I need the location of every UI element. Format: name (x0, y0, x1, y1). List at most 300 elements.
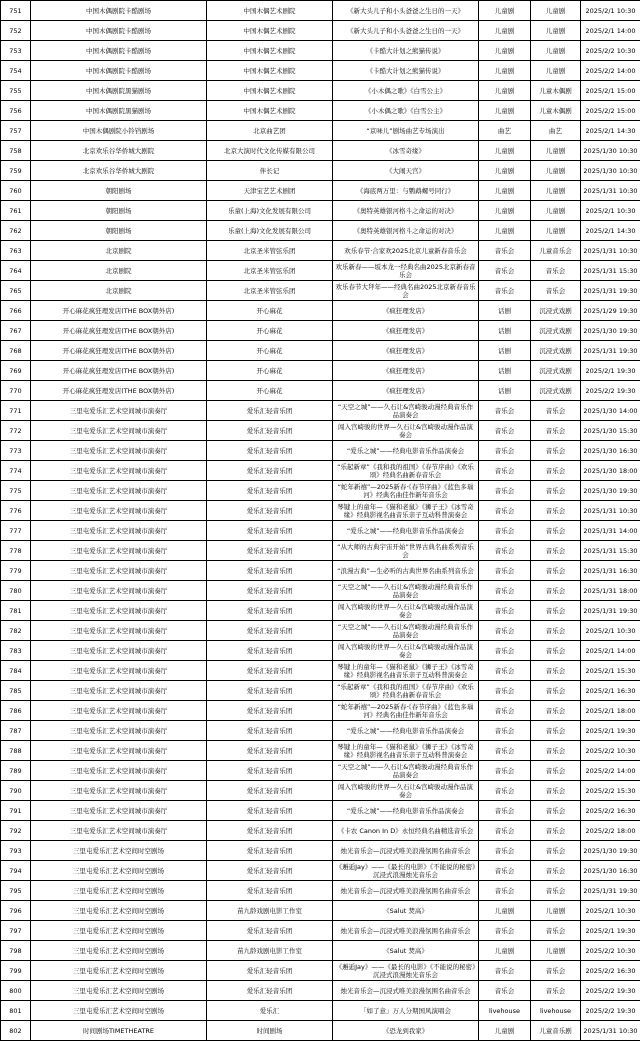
venue-cell: 三里屯爱乐汇艺术空间城市演奏厅 (31, 401, 207, 421)
row-number: 801 (1, 1001, 31, 1021)
table-row (1, 641, 640, 661)
venue-cell: 中国木偶剧院卡酷剧场 (31, 41, 207, 61)
venue-cell: 三里屯爱乐汇艺术空间城市演奏厅 (31, 641, 207, 661)
genre-cell: 儿童剧 (479, 221, 531, 241)
datetime-cell: 2025/1/31 10:30 (581, 1021, 640, 1041)
troupe-cell: 苗九龄戏剧电影工作室 (207, 901, 333, 921)
troupe-cell: 爱乐汇轻音乐团 (207, 501, 333, 521)
venue-cell: 三里屯爱乐汇艺术空间时空剧场 (31, 901, 207, 921)
genre-cell: 话剧 (479, 321, 531, 341)
subgenre-cell: 沉浸式戏剧 (531, 381, 581, 401)
subgenre-cell: 音乐会 (531, 781, 581, 801)
row-number: 793 (1, 841, 31, 861)
datetime-cell: 2025/2/2 19:30 (581, 981, 640, 1001)
row-number: 758 (1, 141, 31, 161)
venue-cell: 北京剧院 (31, 241, 207, 261)
venue-cell: 开心麻花疯狂理发店(THE BOX朝外店) (31, 381, 207, 401)
datetime-cell: 2025/2/2 14:00 (581, 61, 640, 81)
program-cell: 闯入宫崎骏的世界—久石让&宫崎骏动漫作品演奏会 (333, 641, 479, 661)
datetime-cell: 2025/1/31 19:30 (581, 881, 640, 901)
program-cell: “爱乐之城”——经典电影音乐作品演奏会 (333, 441, 479, 461)
subgenre-cell: 儿童剧 (531, 941, 581, 961)
row-number: 760 (1, 181, 31, 201)
table-row (1, 221, 640, 241)
datetime-cell: 2025/2/1 19:30 (581, 721, 640, 741)
venue-cell: 三里屯爱乐汇艺术空间城市演奏厅 (31, 441, 207, 461)
genre-cell: 音乐会 (479, 481, 531, 501)
program-cell: 《小木偶之歌》《白雪公主》 (333, 101, 479, 121)
program-cell: 《新大头儿子和小头爸爸之生日的一天》 (333, 21, 479, 41)
subgenre-cell: 音乐会 (531, 741, 581, 761)
subgenre-cell: 儿童音乐会 (531, 241, 581, 261)
row-number: 794 (1, 861, 31, 881)
table-row (1, 301, 640, 321)
datetime-cell: 2025/1/31 15:30 (581, 541, 640, 561)
genre-cell: 儿童剧 (479, 181, 531, 201)
troupe-cell: 开心麻花 (207, 341, 333, 361)
subgenre-cell: 音乐会 (531, 601, 581, 621)
genre-cell: 音乐会 (479, 821, 531, 841)
program-cell: 《新大头儿子和小头爸爸之生日的一天》 (333, 1, 479, 21)
subgenre-cell: 沉浸式戏剧 (531, 361, 581, 381)
row-number: 788 (1, 741, 31, 761)
table-row (1, 961, 640, 981)
program-cell: 闯入宫崎骏的世界—久石让&宫崎骏动漫作品演奏会 (333, 421, 479, 441)
subgenre-cell: 音乐会 (531, 861, 581, 881)
program-cell: “蛇年新禧”—2025新春·《春节序曲》《蓝色多瑙河》经典名曲佳作新年音乐会 (333, 701, 479, 721)
subgenre-cell: 沉浸式戏剧 (531, 321, 581, 341)
subgenre-cell: 儿童剧 (531, 1, 581, 21)
table-row (1, 761, 640, 781)
subgenre-cell: 儿童木偶剧 (531, 81, 581, 101)
venue-cell: 开心麻花疯狂理发店(THE BOX朝外店) (31, 321, 207, 341)
subgenre-cell: 儿童剧 (531, 141, 581, 161)
venue-cell: 三里屯爱乐汇艺术空间城市演奏厅 (31, 621, 207, 641)
genre-cell: 儿童剧 (479, 81, 531, 101)
troupe-cell: 中国木偶艺术剧院 (207, 21, 333, 41)
row-number: 776 (1, 501, 31, 521)
program-cell: 《恐龙到我家》 (333, 1021, 479, 1041)
troupe-cell: 爱乐汇轻音乐团 (207, 921, 333, 941)
datetime-cell: 2025/1/31 18:00 (581, 581, 640, 601)
venue-cell: 中国木偶剧院卡酷剧场 (31, 1, 207, 21)
genre-cell: 音乐会 (479, 501, 531, 521)
genre-cell: 儿童剧 (479, 41, 531, 61)
table-row (1, 61, 640, 81)
program-cell: 欢乐新春——坂本龙一经典名曲2025北京新春音乐会 (333, 261, 479, 281)
program-cell: 《Salut 焚高》 (333, 941, 479, 961)
row-number: 778 (1, 541, 31, 561)
program-cell: 《海底两万里：与鹦鹉螺号同行》 (333, 181, 479, 201)
program-cell: “浪漫古典”—生必听的古典世界名曲系列音乐会 (333, 561, 479, 581)
genre-cell: 音乐会 (479, 781, 531, 801)
table-row (1, 621, 640, 641)
datetime-cell: 2025/2/1 10:30 (581, 201, 640, 221)
genre-cell: 音乐会 (479, 801, 531, 821)
subgenre-cell: 音乐会 (531, 521, 581, 541)
datetime-cell: 2025/2/2 14:00 (581, 761, 640, 781)
venue-cell: 三里屯爱乐汇艺术空间时空剧场 (31, 841, 207, 861)
genre-cell: 儿童剧 (479, 901, 531, 921)
table-row (1, 721, 640, 741)
program-cell: 闯入宫崎骏的世界—久石让&宫崎骏动漫作品演奏会 (333, 601, 479, 621)
datetime-cell: 2025/2/2 16:30 (581, 961, 640, 981)
genre-cell: 音乐会 (479, 421, 531, 441)
datetime-cell: 2025/1/30 19:30 (581, 321, 640, 341)
venue-cell: 三里屯爱乐汇艺术空间城市演奏厅 (31, 561, 207, 581)
subgenre-cell: 音乐会 (531, 621, 581, 641)
venue-cell: 开心麻花疯狂理发店(THE BOX朝外店) (31, 341, 207, 361)
row-number: 772 (1, 421, 31, 441)
subgenre-cell: 音乐会 (531, 881, 581, 901)
venue-cell: 中国木偶剧院黑猫剧场 (31, 81, 207, 101)
table-row (1, 741, 640, 761)
subgenre-cell: 儿童音乐剧 (531, 1021, 581, 1041)
subgenre-cell: 曲艺 (531, 121, 581, 141)
program-cell: “乐起新章”《我和我的祖国》《春节序曲》《欢乐颂》经典名曲新春音乐会 (333, 461, 479, 481)
program-cell: “爱乐之城”——经典电影音乐作品演奏会 (333, 801, 479, 821)
genre-cell: 音乐会 (479, 861, 531, 881)
program-cell: 《小木偶之歌》《白雪公主》 (333, 81, 479, 101)
program-cell: 《疯狂理发店》 (333, 341, 479, 361)
row-number: 754 (1, 61, 31, 81)
row-number: 798 (1, 941, 31, 961)
subgenre-cell: 音乐会 (531, 961, 581, 981)
datetime-cell: 2025/1/29 19:30 (581, 301, 640, 321)
datetime-cell: 2025/1/30 15:30 (581, 421, 640, 441)
program-cell: 「如了意」万人分期国风演唱会 (333, 1001, 479, 1021)
subgenre-cell: 音乐会 (531, 981, 581, 1001)
troupe-cell: 中国木偶艺术剧院 (207, 101, 333, 121)
program-cell: 闯入宫崎骏的世界—久石让&宫崎骏动漫作品演奏会 (333, 781, 479, 801)
table-row (1, 181, 640, 201)
program-cell: 琴键上的童年—《猫和老鼠》《狮子王》《冰雪奇缘》经典影视名曲音乐亲子互动科普演奏会 (333, 661, 479, 681)
troupe-cell: 爱乐汇轻音乐团 (207, 721, 333, 741)
troupe-cell: 爱乐汇轻音乐团 (207, 401, 333, 421)
table-row (1, 321, 640, 341)
program-cell: 欢乐春节大拜年——经典名曲2025北京新春音乐会 (333, 281, 479, 301)
program-cell: 《冰雪奇缘》 (333, 141, 479, 161)
troupe-cell: 北京大演时代文化传媒有限公司 (207, 141, 333, 161)
subgenre-cell: 音乐会 (531, 541, 581, 561)
genre-cell: 儿童剧 (479, 1021, 531, 1041)
table-row (1, 821, 640, 841)
subgenre-cell: 音乐会 (531, 681, 581, 701)
table-row (1, 461, 640, 481)
row-number: 784 (1, 661, 31, 681)
genre-cell: 音乐会 (479, 981, 531, 1001)
venue-cell: 三里屯爱乐汇艺术空间时空剧场 (31, 861, 207, 881)
row-number: 789 (1, 761, 31, 781)
troupe-cell: 爱乐汇轻音乐团 (207, 961, 333, 981)
troupe-cell: 爱乐汇轻音乐团 (207, 981, 333, 1001)
row-number: 755 (1, 81, 31, 101)
program-cell: “天空之城”——久石让&宫崎骏动漫经典音乐作品演奏会 (333, 401, 479, 421)
venue-cell: 中国木偶剧院卡酷剧场 (31, 61, 207, 81)
genre-cell: 儿童剧 (479, 941, 531, 961)
row-number: 782 (1, 621, 31, 641)
troupe-cell: 伴长记 (207, 161, 333, 181)
genre-cell: 儿童剧 (479, 1, 531, 21)
subgenre-cell: 儿童木偶剧 (531, 101, 581, 121)
program-cell: “蛇年新禧”—2025新春·《春节序曲》《蓝色多瑙河》经典名曲佳作新年音乐会 (333, 481, 479, 501)
troupe-cell: 北京圣米管弦乐团 (207, 281, 333, 301)
venue-cell: 朝阳剧场 (31, 201, 207, 221)
datetime-cell: 2025/2/1 15:00 (581, 81, 640, 101)
subgenre-cell: 儿童剧 (531, 221, 581, 241)
genre-cell: 话剧 (479, 341, 531, 361)
venue-cell: 三里屯爱乐汇艺术空间城市演奏厅 (31, 581, 207, 601)
program-cell: “天空之城”——久石让&宫崎骏动漫经典音乐作品演奏会 (333, 621, 479, 641)
row-number: 768 (1, 341, 31, 361)
row-number: 769 (1, 361, 31, 381)
troupe-cell: 爱乐汇轻音乐团 (207, 601, 333, 621)
row-number: 770 (1, 381, 31, 401)
datetime-cell: 2025/2/1 14:30 (581, 121, 640, 141)
datetime-cell: 2025/2/2 18:00 (581, 821, 640, 841)
subgenre-cell: 音乐会 (531, 921, 581, 941)
venue-cell: 三里屯爱乐汇艺术空间城市演奏厅 (31, 661, 207, 681)
venue-cell: 三里屯爱乐汇艺术空间时空剧场 (31, 981, 207, 1001)
venue-cell: 北京剧院 (31, 261, 207, 281)
troupe-cell: 爱乐汇轻音乐团 (207, 781, 333, 801)
program-cell: 《大闹天宫》 (333, 161, 479, 181)
program-cell: “爱乐之城”——经典电影音乐作品演奏会 (333, 521, 479, 541)
troupe-cell: 爱乐汇轻音乐团 (207, 441, 333, 461)
table-row (1, 141, 640, 161)
genre-cell: 音乐会 (479, 441, 531, 461)
datetime-cell: 2025/1/30 16:30 (581, 861, 640, 881)
datetime-cell: 2025/2/2 10:30 (581, 741, 640, 761)
venue-cell: 中国木偶剧院卡酷剧场 (31, 21, 207, 41)
troupe-cell: 爱乐汇轻音乐团 (207, 801, 333, 821)
genre-cell: 音乐会 (479, 401, 531, 421)
table-row (1, 281, 640, 301)
genre-cell: 音乐会 (479, 681, 531, 701)
table-row (1, 781, 640, 801)
table-row (1, 401, 640, 421)
subgenre-cell: 音乐会 (531, 421, 581, 441)
genre-cell: 曲艺 (479, 121, 531, 141)
datetime-cell: 2025/1/31 14:00 (581, 521, 640, 541)
table-row (1, 521, 640, 541)
program-cell: 《Salut 焚高》 (333, 901, 479, 921)
program-cell: 《疯狂理发店》 (333, 361, 479, 381)
genre-cell: 音乐会 (479, 841, 531, 861)
genre-cell: 儿童剧 (479, 141, 531, 161)
venue-cell: 三里屯爱乐汇艺术空间城市演奏厅 (31, 741, 207, 761)
table-row (1, 881, 640, 901)
datetime-cell: 2025/2/1 18:00 (581, 701, 640, 721)
row-number: 785 (1, 681, 31, 701)
subgenre-cell: 音乐会 (531, 801, 581, 821)
subgenre-cell: 音乐会 (531, 641, 581, 661)
program-cell: 《奥特英雄银河格斗之命运的对决》 (333, 201, 479, 221)
troupe-cell: 爱乐汇轻音乐团 (207, 861, 333, 881)
datetime-cell: 2025/1/31 10:30 (581, 501, 640, 521)
venue-cell: 朝阳剧场 (31, 221, 207, 241)
datetime-cell: 2025/1/31 19:30 (581, 341, 640, 361)
venue-cell: 朝阳剧场 (31, 181, 207, 201)
subgenre-cell: 音乐会 (531, 821, 581, 841)
table-row (1, 701, 640, 721)
row-number: 752 (1, 21, 31, 41)
datetime-cell: 2025/1/31 15:30 (581, 261, 640, 281)
troupe-cell: 中国木偶艺术剧院 (207, 81, 333, 101)
subgenre-cell: 儿童剧 (531, 41, 581, 61)
program-cell: 《邂逅Jay》——《最长的电影》《不能说的秘密》沉浸式浪漫烛光音乐会 (333, 961, 479, 981)
genre-cell: 儿童剧 (479, 21, 531, 41)
datetime-cell: 2025/2/2 19:30 (581, 1001, 640, 1021)
program-cell: “京味儿”剧场曲艺专场演出 (333, 121, 479, 141)
genre-cell: 音乐会 (479, 961, 531, 981)
datetime-cell: 2025/2/2 10:30 (581, 41, 640, 61)
subgenre-cell: 音乐会 (531, 561, 581, 581)
troupe-cell: 爱乐汇轻音乐团 (207, 581, 333, 601)
genre-cell: 音乐会 (479, 881, 531, 901)
table-row (1, 541, 640, 561)
table-row (1, 1021, 640, 1041)
row-number: 779 (1, 561, 31, 581)
genre-cell: 音乐会 (479, 701, 531, 721)
program-cell: 烛光音乐会—沉浸式唯美浪漫氛围名曲音乐会 (333, 921, 479, 941)
genre-cell: 儿童剧 (479, 161, 531, 181)
venue-cell: 中国木偶剧院黑猫剧场 (31, 101, 207, 121)
subgenre-cell: livehouse (531, 1001, 581, 1021)
troupe-cell: 苗九龄戏剧电影工作室 (207, 941, 333, 961)
row-number: 799 (1, 961, 31, 981)
datetime-cell: 2025/2/1 19:30 (581, 361, 640, 381)
genre-cell: 话剧 (479, 381, 531, 401)
venue-cell: 开心麻花疯狂理发店(THE BOX朝外店) (31, 361, 207, 381)
venue-cell: 三里屯爱乐汇艺术空间城市演奏厅 (31, 801, 207, 821)
subgenre-cell: 沉浸式戏剧 (531, 301, 581, 321)
row-number: 757 (1, 121, 31, 141)
table-row (1, 801, 640, 821)
program-cell: 《疯狂理发店》 (333, 301, 479, 321)
row-number: 797 (1, 921, 31, 941)
program-cell: 烛光音乐会—沉浸式唯美浪漫氛围名曲音乐会 (333, 841, 479, 861)
genre-cell: 音乐会 (479, 601, 531, 621)
troupe-cell: 开心麻花 (207, 361, 333, 381)
table-row (1, 921, 640, 941)
table-row (1, 121, 640, 141)
table-row (1, 841, 640, 861)
program-cell: 欢乐春节·合家欢2025北京儿童新春音乐会 (333, 241, 479, 261)
troupe-cell: 爱乐汇轻音乐团 (207, 521, 333, 541)
troupe-cell: 北京圣米管弦乐团 (207, 241, 333, 261)
row-number: 771 (1, 401, 31, 421)
genre-cell: 儿童剧 (479, 201, 531, 221)
table-row (1, 941, 640, 961)
row-number: 802 (1, 1021, 31, 1041)
genre-cell: 音乐会 (479, 621, 531, 641)
datetime-cell: 2025/2/2 10:30 (581, 941, 640, 961)
subgenre-cell: 音乐会 (531, 761, 581, 781)
table-row (1, 261, 640, 281)
row-number: 780 (1, 581, 31, 601)
row-number: 777 (1, 521, 31, 541)
row-number: 781 (1, 601, 31, 621)
troupe-cell: 爱乐汇轻音乐团 (207, 701, 333, 721)
row-number: 774 (1, 461, 31, 481)
datetime-cell: 2025/2/2 15:30 (581, 781, 640, 801)
datetime-cell: 2025/2/1 10:30 (581, 901, 640, 921)
datetime-cell: 2025/2/1 14:30 (581, 221, 640, 241)
row-number: 786 (1, 701, 31, 721)
program-cell: 《疯狂理发店》 (333, 381, 479, 401)
table-row (1, 201, 640, 221)
datetime-cell: 2025/1/31 10:30 (581, 181, 640, 201)
datetime-cell: 2025/2/2 19:30 (581, 381, 640, 401)
datetime-cell: 2025/1/30 14:00 (581, 401, 640, 421)
subgenre-cell: 音乐会 (531, 721, 581, 741)
venue-cell: 三里屯爱乐汇艺术空间城市演奏厅 (31, 721, 207, 741)
subgenre-cell: 音乐会 (531, 841, 581, 861)
table-row (1, 341, 640, 361)
table-row (1, 601, 640, 621)
program-cell: “爱乐之城”——经典电影音乐作品演奏会 (333, 721, 479, 741)
troupe-cell: 中国木偶艺术剧院 (207, 41, 333, 61)
venue-cell: 三里屯爱乐汇艺术空间城市演奏厅 (31, 681, 207, 701)
troupe-cell: 爱乐汇轻音乐团 (207, 881, 333, 901)
venue-cell: 三里屯爱乐汇艺术空间时空剧场 (31, 921, 207, 941)
troupe-cell: 爱乐汇轻音乐团 (207, 741, 333, 761)
table-row (1, 21, 640, 41)
table-row (1, 681, 640, 701)
program-cell: 《奥特英雄银河格斗之命运的对决》 (333, 221, 479, 241)
venue-cell: 三里屯爱乐汇艺术空间时空剧场 (31, 881, 207, 901)
troupe-cell: 开心麻花 (207, 381, 333, 401)
venue-cell: 北京欢乐谷华侨城大剧院 (31, 161, 207, 181)
troupe-cell: 爱乐汇轻音乐团 (207, 541, 333, 561)
troupe-cell: 爱乐汇轻音乐团 (207, 621, 333, 641)
table-row (1, 981, 640, 1001)
genre-cell: 音乐会 (479, 641, 531, 661)
troupe-cell: 中国木偶艺术剧院 (207, 61, 333, 81)
subgenre-cell: 沉浸式戏剧 (531, 341, 581, 361)
genre-cell: 音乐会 (479, 921, 531, 941)
datetime-cell: 2025/1/30 16:30 (581, 441, 640, 461)
row-number: 766 (1, 301, 31, 321)
venue-cell: 三里屯爱乐汇艺术空间城市演奏厅 (31, 781, 207, 801)
genre-cell: 音乐会 (479, 261, 531, 281)
datetime-cell: 2025/2/1 19:30 (581, 921, 640, 941)
table-row (1, 441, 640, 461)
program-cell: “乐起新章”《我和我的祖国》《春节序曲》《欢乐颂》经典名曲新春音乐会 (333, 681, 479, 701)
subgenre-cell: 音乐会 (531, 261, 581, 281)
troupe-cell: 爱乐汇轻音乐团 (207, 561, 333, 581)
table-row (1, 41, 640, 61)
row-number: 761 (1, 201, 31, 221)
datetime-cell: 2025/1/30 19:30 (581, 481, 640, 501)
venue-cell: 三里屯爱乐汇艺术空间城市演奏厅 (31, 701, 207, 721)
program-cell: “天空之城”——久石让&宫崎骏动漫经典音乐作品演奏会 (333, 761, 479, 781)
subgenre-cell: 儿童剧 (531, 901, 581, 921)
subgenre-cell: 儿童剧 (531, 161, 581, 181)
table-row (1, 661, 640, 681)
table-row (1, 581, 640, 601)
table-row (1, 81, 640, 101)
troupe-cell: 中国木偶艺术剧院 (207, 1, 333, 21)
venue-cell: 三里屯爱乐汇艺术空间城市演奏厅 (31, 501, 207, 521)
subgenre-cell: 音乐会 (531, 701, 581, 721)
table-row (1, 381, 640, 401)
venue-cell: 三里屯爱乐汇艺术空间城市演奏厅 (31, 481, 207, 501)
genre-cell: 话剧 (479, 301, 531, 321)
venue-cell: 北京欢乐谷华侨城大剧院 (31, 141, 207, 161)
troupe-cell: 爱乐汇 (207, 1001, 333, 1021)
